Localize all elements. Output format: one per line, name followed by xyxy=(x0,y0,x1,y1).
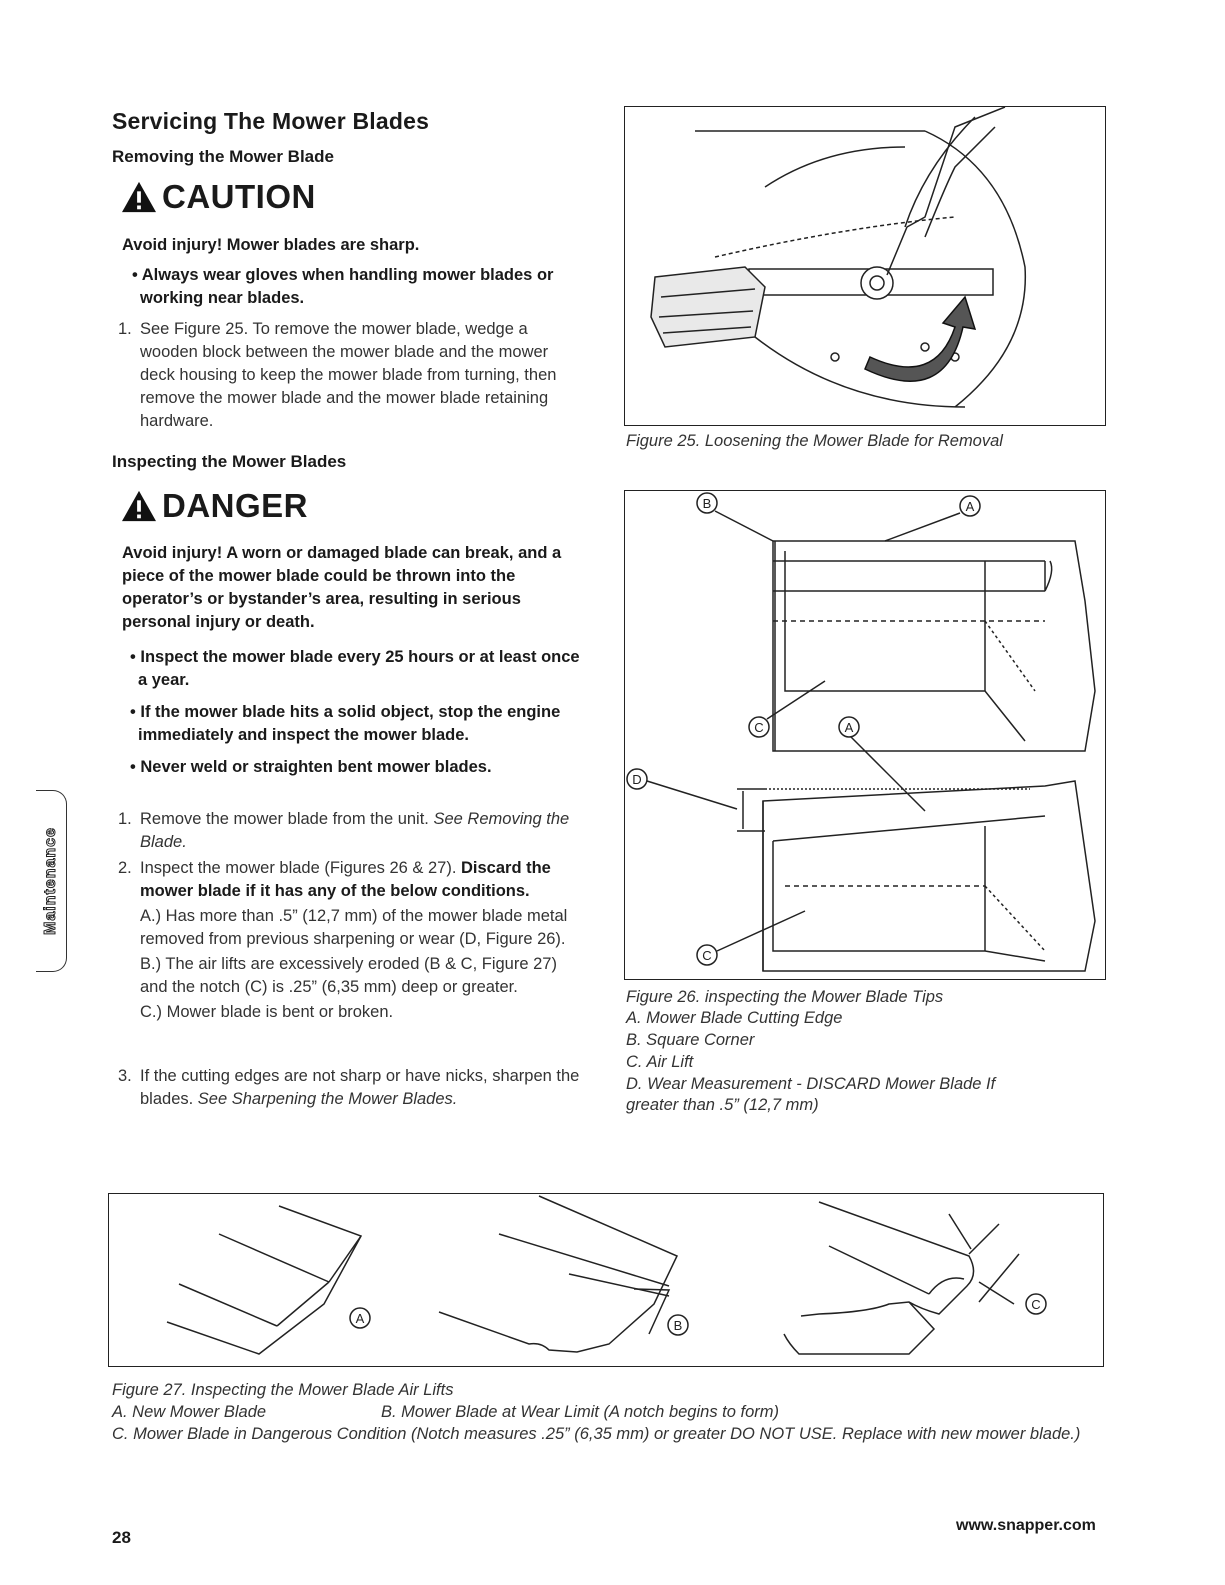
step-text: Inspect the mower blade (Figures 26 & 27). xyxy=(140,859,461,877)
inspecting-heading: Inspecting the Mower Blades xyxy=(112,452,347,471)
inspecting-step-1 xyxy=(118,808,585,854)
label-d: D xyxy=(632,772,642,787)
inspecting-step-2 xyxy=(118,857,585,1024)
label-b: B xyxy=(702,496,712,511)
removing-heading: Removing the Mower Blade xyxy=(112,147,334,166)
figure-27-item-a: A. New Mower Blade xyxy=(112,1403,267,1421)
label-a: A xyxy=(844,720,854,735)
section-title: Servicing The Mower Blades xyxy=(112,108,430,134)
blade-air-lifts-drawing xyxy=(109,1194,1103,1366)
label-a: A xyxy=(355,1311,365,1326)
condition-b: B.) The air lifts are excessively eroded (B & C, Figure 27) and the notch (C) is .25” (6,35 mm) deep or greater. xyxy=(140,955,557,996)
condition-a: A.) Has more than .5” (12,7 mm) of the mower blade metal removed from previous sharpening or wear (D, Figure 26). xyxy=(140,907,568,948)
label-b: B xyxy=(673,1318,683,1333)
blade-tips-drawing xyxy=(625,491,1105,979)
figure-27-caption: Figure 27. Inspecting the Mower Blade Air Lifts xyxy=(112,1381,454,1399)
danger-label: DANGER xyxy=(162,487,309,524)
inspecting-step-3 xyxy=(118,1065,585,1111)
side-tab-label: Maintenance xyxy=(42,827,60,935)
step-text: If the cutting edges are not sharp or have nicks, sharpen the blades. xyxy=(140,1067,580,1108)
figure-26-caption: Figure 26. inspecting the Mower Blade Tips xyxy=(626,988,944,1006)
warning-triangle-icon xyxy=(120,180,158,214)
step-reference: See Sharpening the Mower Blades. xyxy=(197,1090,458,1108)
condition-c: C.) Mower blade is bent or broken. xyxy=(140,1003,394,1021)
danger-bullet-3: • Never weld or straighten bent mower blades. xyxy=(130,758,492,776)
figure-26-illustration xyxy=(624,490,1106,980)
figure-26-item-a: A. Mower Blade Cutting Edge xyxy=(626,1009,843,1027)
warning-triangle-icon xyxy=(120,489,158,523)
figure-27-illustration xyxy=(108,1193,1104,1367)
maintenance-side-tab xyxy=(36,790,67,972)
blade-removal-drawing xyxy=(625,107,1105,425)
danger-bullet-1: • Inspect the mower blade every 25 hours or at least once a year. xyxy=(130,648,580,689)
label-c: C xyxy=(702,948,712,963)
step-number: 3. xyxy=(118,1067,132,1085)
page-number: 28 xyxy=(112,1528,131,1547)
figure-26-item-d: D. Wear Measurement - DISCARD Mower Blade If greater than .5” (12,7 mm) xyxy=(626,1075,996,1114)
step-text: See Figure 25. To remove the mower blade, wedge a wooden block between the mower blade and the mower deck housing to keep the mower blade from turning, then remove the mower blade and the mower blade retaining hardware. xyxy=(140,320,557,430)
figure-25-caption: Figure 25. Loosening the Mower Blade for Removal xyxy=(626,432,1003,450)
figure-27-item-c: C. Mower Blade in Dangerous Condition (Notch measures .25” (6,35 mm) or greater DO NOT USE. Replace with new mower blade.) xyxy=(112,1425,1081,1443)
caution-bullet: • Always wear gloves when handling mower blades or working near blades. xyxy=(132,266,554,307)
step-reference: See Removing the Blade. xyxy=(140,810,570,851)
caution-warning: Avoid injury! Mower blades are sharp. xyxy=(122,236,420,254)
caution-signal xyxy=(120,178,316,216)
step-number: 1. xyxy=(118,320,132,338)
figure-26-item-c: C. Air Lift xyxy=(626,1053,694,1071)
figure-25-illustration xyxy=(624,106,1106,426)
label-c: C xyxy=(754,720,764,735)
step-text: Remove the mower blade from the unit. xyxy=(140,810,434,828)
figure-27-item-b: B. Mower Blade at Wear Limit (A notch begins to form) xyxy=(381,1403,779,1421)
label-c: C xyxy=(1031,1297,1041,1312)
step-emphasis: Discard the mower blade if it has any of the below conditions. xyxy=(140,859,551,900)
label-a: A xyxy=(965,499,975,514)
footer-url: www.snapper.com xyxy=(956,1517,1096,1534)
removing-step-1 xyxy=(118,318,585,433)
step-number: 1. xyxy=(118,810,132,828)
figure-26-item-b: B. Square Corner xyxy=(626,1031,755,1049)
danger-signal xyxy=(120,487,308,525)
caution-label: CAUTION xyxy=(162,178,316,215)
danger-bullet-2: • If the mower blade hits a solid object, stop the engine immediately and inspect the mower blade. xyxy=(130,703,561,744)
step-number: 2. xyxy=(118,859,132,877)
danger-warning: Avoid injury! A worn or damaged blade can break, and a piece of the mower blade could be thrown into the operator’s or bystander’s area, resulting in serious personal injury or death. xyxy=(122,544,562,631)
